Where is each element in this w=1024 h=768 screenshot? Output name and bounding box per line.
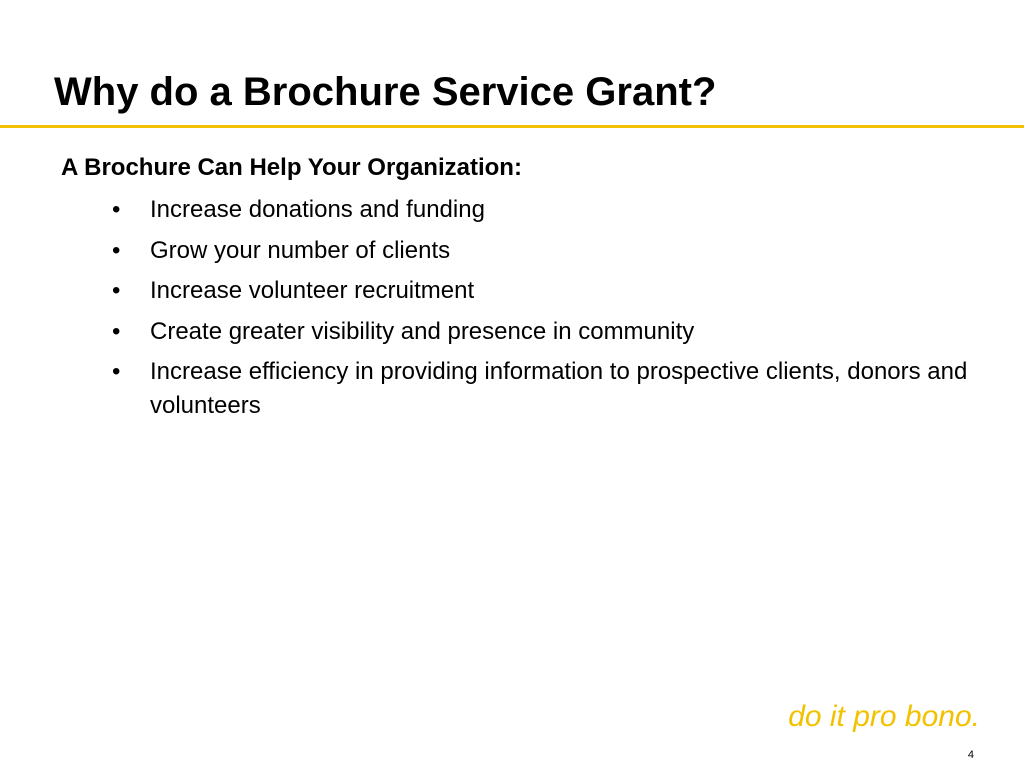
bullet-icon: •: [112, 317, 121, 345]
list-item-text: Increase efficiency in providing information to prospective clients, donors and volunteers: [150, 358, 968, 419]
benefits-list: [112, 193, 992, 430]
list-item: [112, 274, 992, 308]
bullet-icon: •: [112, 277, 121, 304]
title-divider: [0, 125, 1024, 128]
list-item-text: Create greater visibility and presence in community: [150, 317, 695, 345]
bullet-icon: •: [112, 196, 121, 223]
tagline: do it pro bono.: [788, 700, 980, 733]
bullet-icon: •: [112, 358, 121, 385]
page-number: 4: [967, 749, 974, 761]
list-item-text: Increase volunteer recruitment: [150, 277, 475, 304]
list-item-text: Increase donations and funding: [150, 196, 485, 223]
slide-title: Why do a Brochure Service Grant?: [54, 70, 717, 114]
list-item: [112, 234, 992, 268]
section-heading: A Brochure Can Help Your Organization:: [61, 154, 522, 181]
list-item: [112, 193, 992, 227]
bullet-icon: •: [112, 236, 121, 264]
list-item: [112, 315, 992, 349]
list-item-text: Grow your number of clients: [150, 236, 451, 264]
list-item: [112, 355, 992, 423]
